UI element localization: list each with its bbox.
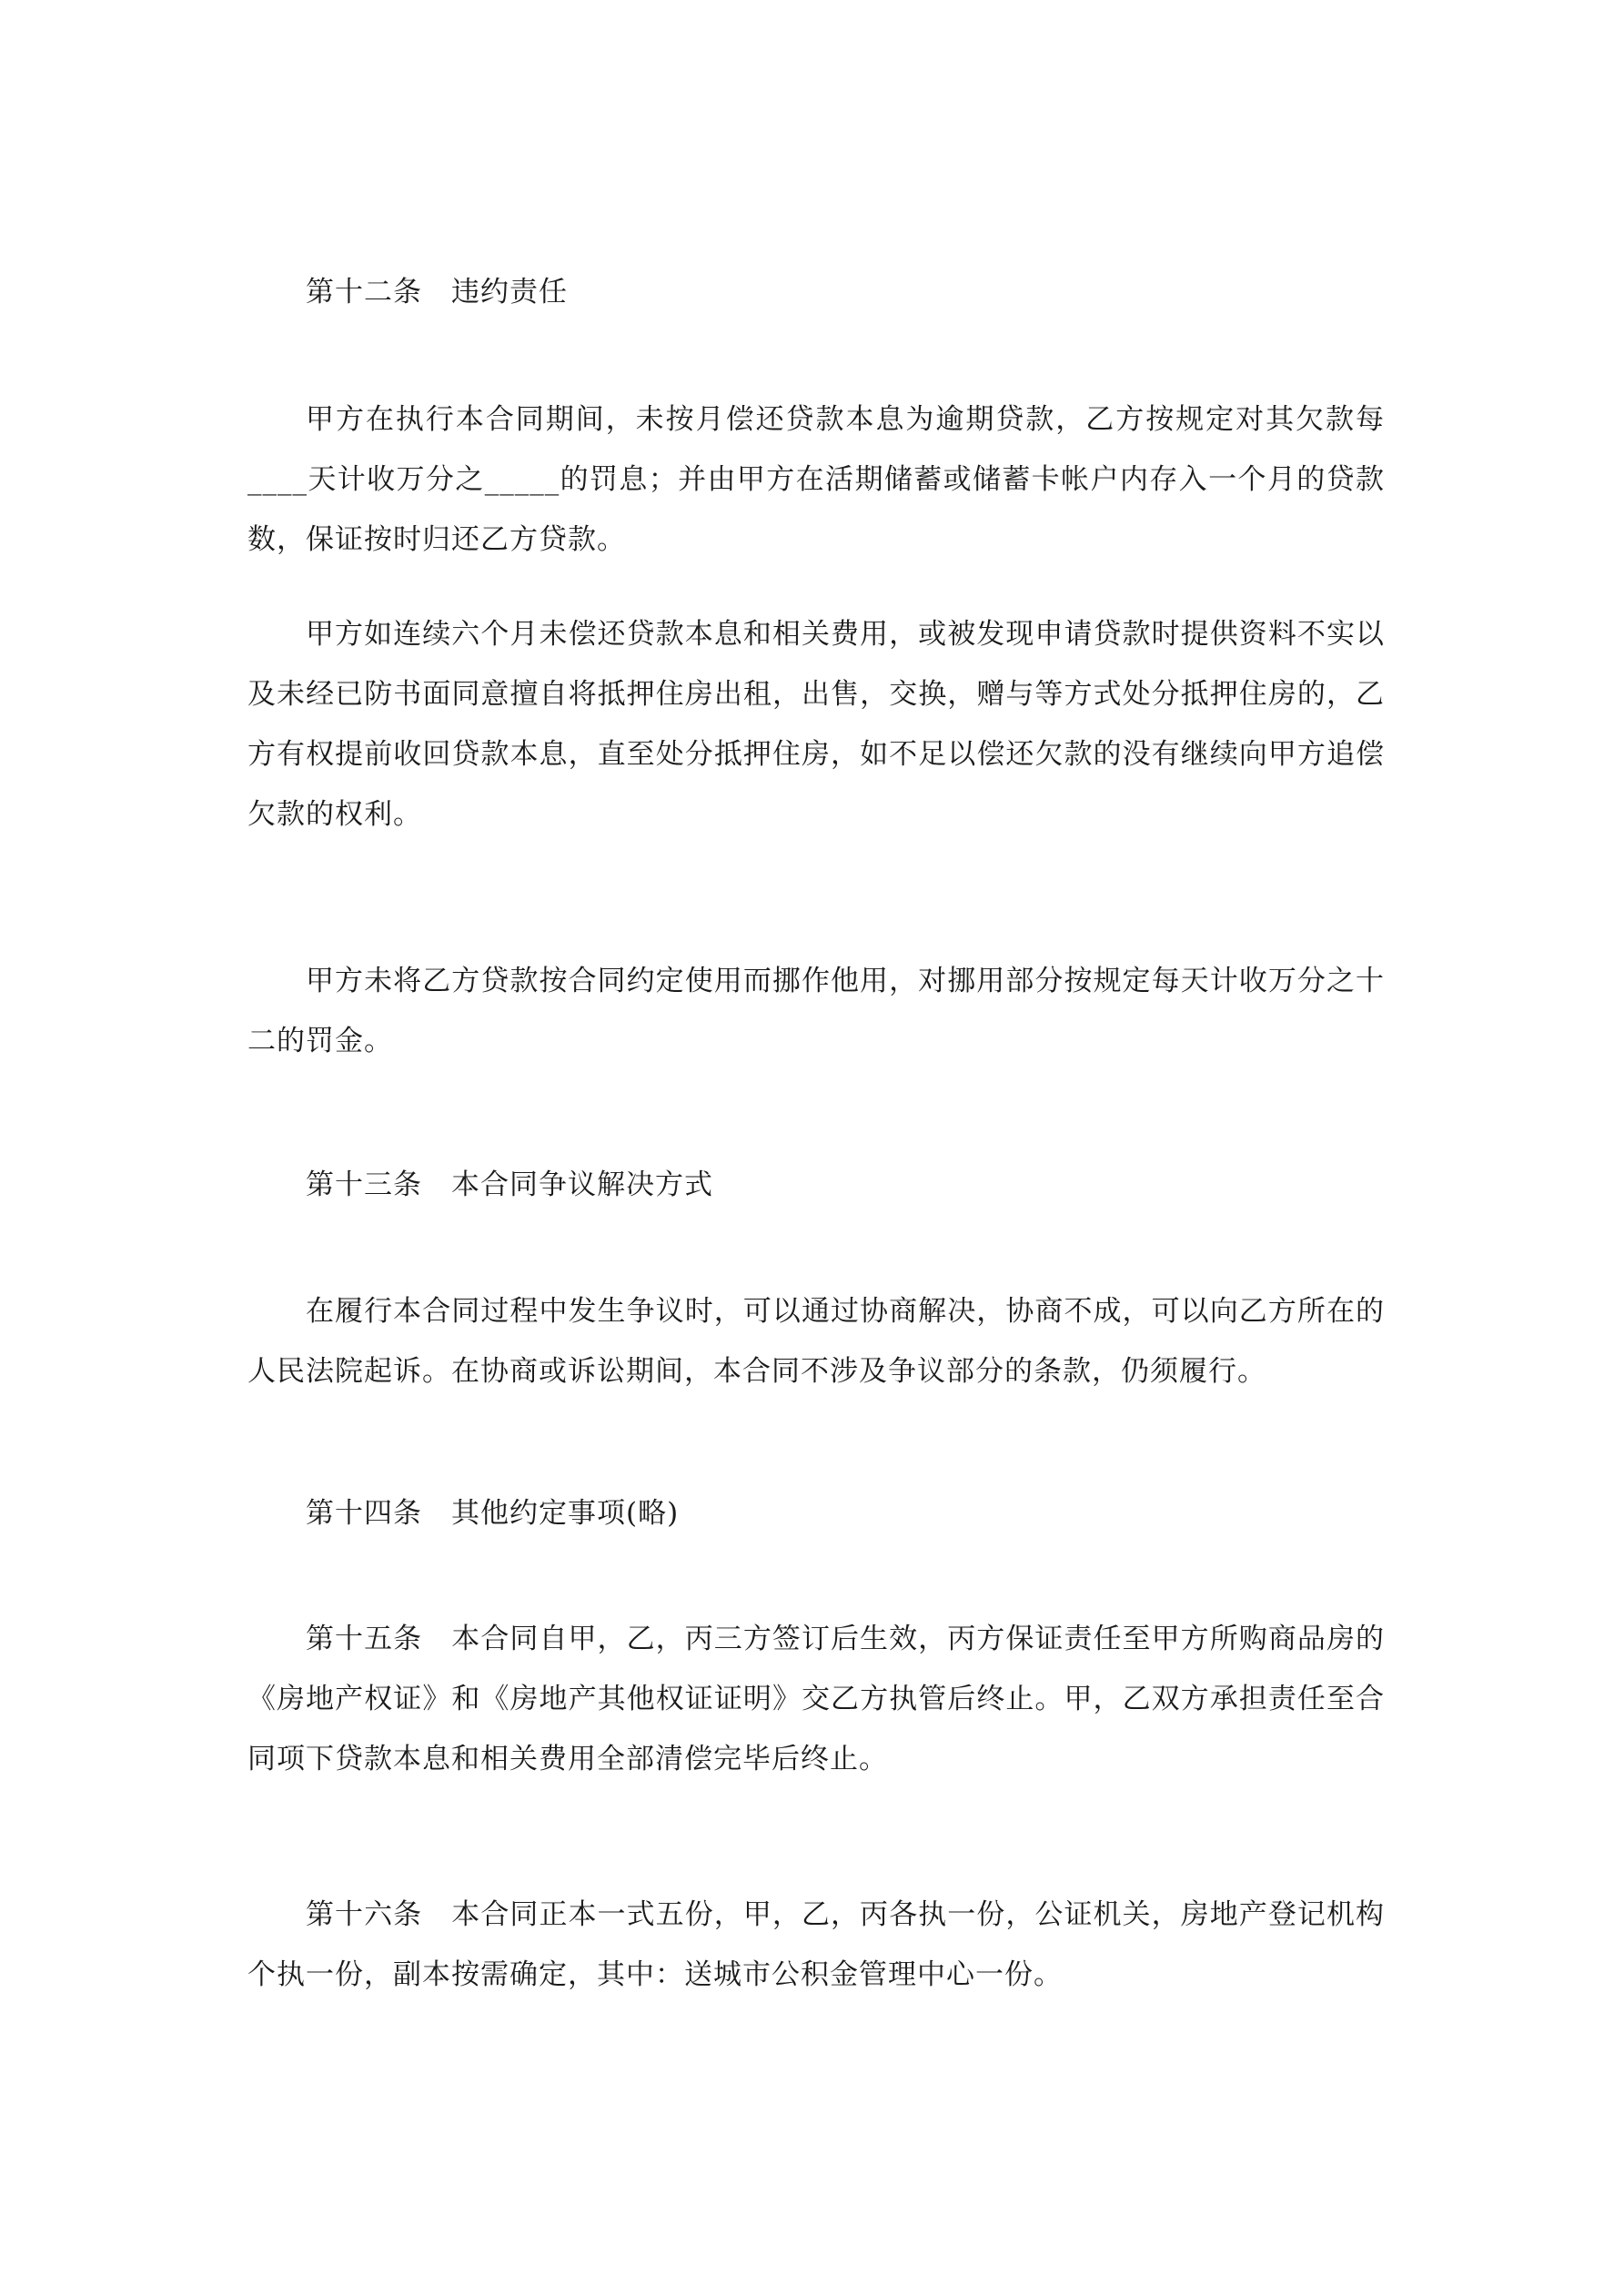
article-12-paragraph-1: 甲方在执行本合同期间，未按月偿还贷款本息为逾期贷款，乙方按规定对其欠款每____天计收万分之_____的罚息；并由甲方在活期储蓄或储蓄卡帐户内存入一个月的贷款数，保证按时归还乙方贷款。 xyxy=(247,403,1385,556)
article-13-heading: 第十三条 本合同争议解决方式 xyxy=(306,1168,713,1201)
article-12-paragraph-2: 甲方如连续六个月未偿还贷款本息和相关费用，或被发现申请贷款时提供资料不实以及未经已防书面同意擅自将抵押住房出租，出售，交换，赠与等方式处分抵押住房的，乙方有权提前收回贷款本息，直至处分抵押住房，如不足以偿还欠款的没有继续向甲方追偿欠款的权利。 xyxy=(247,618,1385,831)
article-12-paragraph-3: 甲方未将乙方贷款按合同约定使用而挪作他用，对挪用部分按规定每天计收万分之十二的罚金。 xyxy=(247,965,1385,1057)
article-14-heading: 第十四条 其他约定事项(略) xyxy=(306,1497,680,1530)
article-13-paragraph-1: 在履行本合同过程中发生争议时，可以通过协商解决，协商不成，可以向乙方所在的人民法院起诉。在协商或诉讼期间，本合同不涉及争议部分的条款，仍须履行。 xyxy=(247,1295,1385,1388)
article-15-paragraph: 第十五条 本合同自甲，乙，丙三方签订后生效，丙方保证责任至甲方所购商品房的《房地产权证》和《房地产其他权证证明》交乙方执管后终止。甲，乙双方承担责任至合同项下贷款本息和相关费用全部清偿完毕后终止。 xyxy=(247,1623,1385,1775)
article-16-paragraph: 第十六条 本合同正本一式五份，甲，乙，丙各执一份，公证机关，房地产登记机构个执一份，副本按需确定，其中：送城市公积金管理中心一份。 xyxy=(247,1898,1385,1991)
article-12-heading: 第十二条 违约责任 xyxy=(306,276,568,308)
